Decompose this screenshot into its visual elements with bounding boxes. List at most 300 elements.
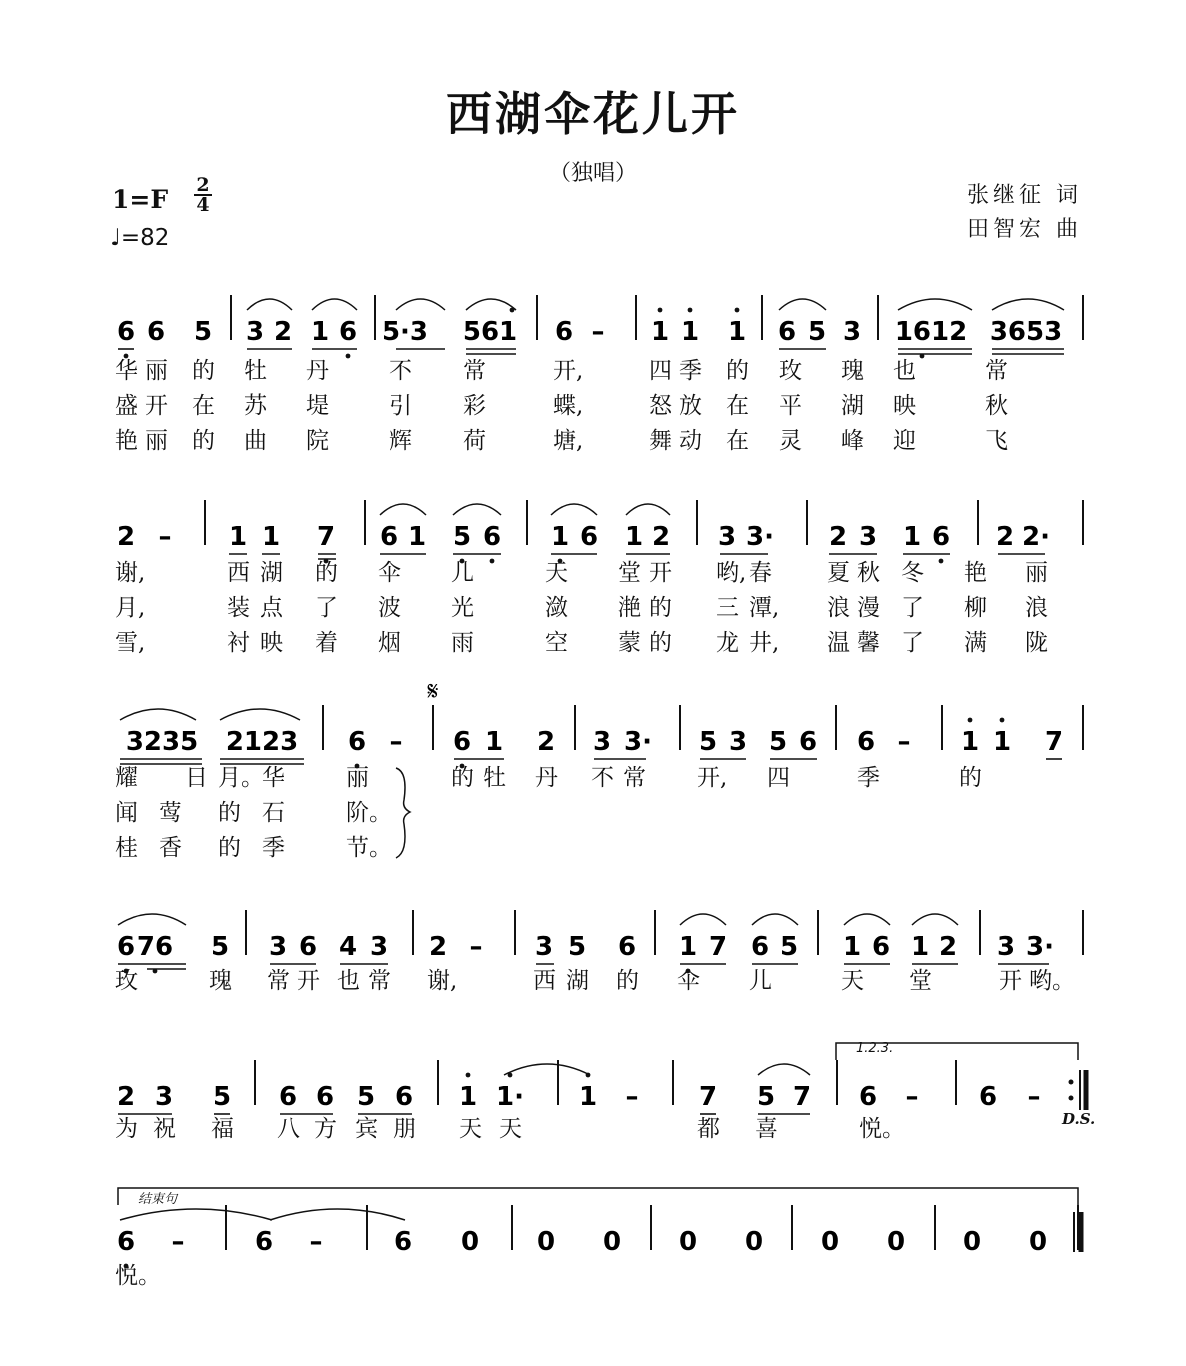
lyric-syllable: 漫 [857, 595, 880, 621]
lyric-syllable: 华 [115, 358, 138, 384]
octave-dot-15 [1000, 718, 1005, 723]
lyric-syllable: 着 [315, 630, 338, 656]
note-5-7: 0 [602, 1227, 622, 1257]
note-0-9: 6 [554, 317, 574, 347]
note-5-10: 0 [820, 1227, 840, 1257]
lyric-syllable: 了 [901, 630, 924, 656]
slur-21 [270, 1209, 405, 1220]
note-1-11: 1 [624, 522, 644, 552]
octave-dot-4 [688, 308, 693, 313]
lyric-syllable: 牡 [483, 765, 506, 791]
lyric-syllable: 雨 [451, 630, 474, 656]
lyric-syllable: 浪 [1025, 595, 1048, 621]
slur-17 [912, 914, 958, 925]
verse-group-bracket [396, 768, 410, 858]
lyric-syllable: 湖 [566, 968, 589, 994]
note-0-16: 3 [842, 317, 862, 347]
lyric-syllable: 天 [545, 560, 568, 586]
note-5-1: – [171, 1227, 185, 1257]
note-2-9: 5 [698, 727, 718, 757]
note-1-2: 1 [228, 522, 248, 552]
lyric-syllable: 湖 [260, 560, 283, 586]
lyric-syllable: 方 [314, 1116, 337, 1142]
lyric-syllable: 开 [297, 968, 320, 994]
note-3-2: 5 [210, 932, 230, 962]
note-3-17: 6 [871, 932, 891, 962]
lyric-syllable: 波 [378, 595, 401, 621]
slur-9 [551, 504, 597, 515]
note-4-5: 5 [356, 1082, 376, 1112]
note-2-15: 1 [960, 727, 980, 757]
lyric-syllable: 夏 [827, 560, 850, 586]
lyric-syllable: 三 [716, 595, 739, 621]
lyric-syllable: 的 [726, 358, 749, 384]
note-3-7: 2 [428, 932, 448, 962]
note-0-11: 1 [650, 317, 670, 347]
lyric-syllable: 峰 [841, 428, 864, 454]
note-4-8: 1· [496, 1082, 524, 1112]
lyric-syllable: 滟 [618, 595, 641, 621]
lyric-syllable: 常 [267, 968, 290, 994]
lyric-syllable: 引 [389, 393, 412, 419]
note-5-12: 0 [962, 1227, 982, 1257]
octave-dot-19 [466, 1073, 471, 1078]
lyric-syllable: 蝶, [553, 393, 584, 419]
lyric-syllable: 动 [679, 428, 702, 454]
note-0-4: 2 [273, 317, 293, 347]
note-5-9: 0 [744, 1227, 764, 1257]
note-1-0: 2 [116, 522, 136, 552]
note-0-1: 6 [146, 317, 166, 347]
lyric-syllable: 柳 [964, 595, 987, 621]
lyric-syllable: 在 [726, 428, 749, 454]
note-2-3: – [389, 727, 403, 757]
note-2-8: 3· [624, 727, 652, 757]
lyric-syllable: 丽 [346, 765, 369, 791]
note-1-20: 2· [1022, 522, 1050, 552]
lyric-syllable: 灵 [779, 428, 802, 454]
lyric-syllable: 蒙 [618, 630, 641, 656]
note-3-11: 6 [617, 932, 637, 962]
lyric-syllable: 堂 [909, 968, 932, 994]
lyric-syllable: 石 [262, 800, 285, 826]
note-5-5: 0 [460, 1227, 480, 1257]
note-0-6: 6 [338, 317, 358, 347]
lyric-syllable: 牡 [244, 358, 267, 384]
note-3-0: 6 [116, 932, 136, 962]
lyric-syllable: 朋 [393, 1116, 416, 1142]
note-0-0: 6 [116, 317, 136, 347]
note-0-14: 6 [777, 317, 797, 347]
lyric-syllable: 福 [211, 1116, 234, 1142]
lyric-syllable: 陇 [1025, 630, 1048, 656]
note-0-18: 3653 [989, 317, 1063, 347]
note-4-10: – [625, 1082, 639, 1112]
note-2-6: 2 [536, 727, 556, 757]
note-2-7: 3 [592, 727, 612, 757]
note-1-8: 6 [482, 522, 502, 552]
note-3-9: 3 [534, 932, 554, 962]
slur-5 [898, 299, 972, 310]
note-5-8: 0 [678, 1227, 698, 1257]
note-4-11: 7 [698, 1082, 718, 1112]
lyric-syllable: 辉 [389, 428, 412, 454]
octave-dot-17 [153, 969, 158, 974]
lyric-syllable: 季 [262, 835, 285, 861]
note-2-16: 1 [992, 727, 1012, 757]
lyric-syllable: 空 [545, 630, 568, 656]
note-5-13: 0 [1028, 1227, 1048, 1257]
lyric-syllable: 喜 [755, 1116, 778, 1142]
note-4-6: 6 [394, 1082, 414, 1112]
lyric-syllable: 瑰 [841, 358, 864, 384]
composer-credit: 田智宏 曲 [967, 217, 1082, 242]
note-2-0: 3235 [125, 727, 199, 757]
lyric-syllable: 儿 [749, 968, 772, 994]
repeat-dot-top [1069, 1080, 1074, 1085]
note-4-13: 7 [792, 1082, 812, 1112]
note-1-18: 6 [931, 522, 951, 552]
note-3-20: 3 [996, 932, 1016, 962]
lyric-syllable: 开 [649, 560, 672, 586]
lyric-syllable: 阶。 [346, 800, 392, 826]
note-5-3: – [309, 1227, 323, 1257]
lyric-syllable: 点 [260, 595, 283, 621]
note-1-15: 2 [828, 522, 848, 552]
lyric-syllable: 桂 [115, 835, 138, 861]
note-1-1: – [158, 522, 172, 552]
lyric-syllable: 哟, [716, 560, 747, 586]
lyric-syllable: 湖 [841, 393, 864, 419]
note-4-9: 1 [578, 1082, 598, 1112]
lyric-syllable: 丹 [535, 765, 558, 791]
octave-dot-14 [968, 718, 973, 723]
note-0-3: 3 [245, 317, 265, 347]
key-signature: 1=F [112, 185, 169, 214]
lyric-syllable: 映 [893, 393, 916, 419]
slur-10 [626, 504, 670, 515]
note-4-14: 6 [858, 1082, 878, 1112]
lyric-syllable: 衬 [227, 630, 250, 656]
volta-first-ending-label: 1.2.3. [856, 1041, 894, 1056]
lyric-syllable: 耀 [115, 765, 138, 791]
note-5-6: 0 [536, 1227, 556, 1257]
octave-dot-1 [346, 354, 351, 359]
lyric-syllable: 的 [451, 765, 474, 791]
time-signature-bottom: 4 [196, 194, 210, 216]
lyric-syllable: 丽 [145, 358, 168, 384]
note-5-2: 6 [254, 1227, 274, 1257]
lyric-syllable: 儿 [451, 560, 474, 586]
slur-13 [118, 914, 186, 925]
lyric-syllable: 丽 [1025, 560, 1048, 586]
slur-15 [752, 914, 798, 925]
performance-type: （独唱） [548, 161, 637, 186]
quarter-note-icon: ♩ [110, 225, 121, 251]
lyric-syllable: 月。 [218, 765, 264, 791]
note-0-15: 5 [807, 317, 827, 347]
lyric-syllable: 谢, [427, 968, 458, 994]
note-2-10: 3 [728, 727, 748, 757]
lyric-syllable: 潋 [545, 595, 568, 621]
lyric-syllable: 的 [616, 968, 639, 994]
slur-0 [247, 299, 292, 310]
note-3-19: 2 [938, 932, 958, 962]
note-3-18: 1 [910, 932, 930, 962]
lyric-syllable: 塘, [553, 428, 584, 454]
lyric-syllable: 天 [459, 1116, 482, 1142]
lyric-syllable: 艳 [964, 560, 987, 586]
lyric-syllable: 堤 [306, 393, 329, 419]
note-2-2: 6 [347, 727, 367, 757]
note-1-17: 1 [902, 522, 922, 552]
lyric-syllable: 开, [553, 358, 584, 384]
note-1-14: 3· [746, 522, 774, 552]
note-5-11: 0 [886, 1227, 906, 1257]
note-3-15: 5 [779, 932, 799, 962]
note-5-0: 6 [116, 1227, 136, 1257]
lyric-syllable: 的 [192, 358, 215, 384]
lyric-syllable: 满 [964, 630, 987, 656]
note-2-4: 6 [452, 727, 472, 757]
lyric-syllable: 西 [227, 560, 250, 586]
lyric-syllable: 的 [192, 428, 215, 454]
note-0-13: 1 [727, 317, 747, 347]
note-0-2: 5 [193, 317, 213, 347]
note-3-16: 1 [842, 932, 862, 962]
note-3-14: 6 [750, 932, 770, 962]
lyric-syllable: 春 [749, 560, 772, 586]
note-1-5: 6 [379, 522, 399, 552]
lyric-syllable: 烟 [378, 630, 401, 656]
note-3-21: 3· [1026, 932, 1054, 962]
lyric-syllable: 映 [260, 630, 283, 656]
note-3-13: 7 [708, 932, 728, 962]
note-3-6: 3 [369, 932, 389, 962]
lyric-syllable: 悦。 [859, 1116, 905, 1142]
note-2-11: 5 [768, 727, 788, 757]
note-1-19: 2 [995, 522, 1015, 552]
segno-icon: 𝄋 [427, 677, 439, 707]
lyric-syllable: 飞 [985, 428, 1008, 454]
slur-14 [680, 914, 726, 925]
lyric-syllable: 迎 [893, 428, 916, 454]
lyric-syllable: 伞 [378, 560, 401, 586]
note-3-8: – [469, 932, 483, 962]
lyric-syllable: 香 [159, 835, 182, 861]
lyric-syllable: 西 [533, 968, 556, 994]
lyricist-credit: 张继征 词 [967, 183, 1082, 208]
note-4-1: 3 [154, 1082, 174, 1112]
note-2-17: 7 [1044, 727, 1064, 757]
lyric-syllable: 月, [115, 595, 146, 621]
note-1-16: 3 [858, 522, 878, 552]
lyric-syllable: 悦。 [115, 1263, 161, 1289]
note-4-3: 6 [278, 1082, 298, 1112]
lyric-syllable: 曲 [244, 428, 267, 454]
dal-segno-mark: D.S. [1062, 1110, 1096, 1128]
lyric-syllable: 秋 [985, 393, 1008, 419]
lyric-syllable: 开 [999, 968, 1022, 994]
note-3-3: 3 [268, 932, 288, 962]
lyric-syllable: 的 [315, 560, 338, 586]
note-1-10: 6 [579, 522, 599, 552]
lyric-syllable: 常 [985, 358, 1008, 384]
lyric-syllable: 莺 [159, 800, 182, 826]
lyric-syllable: 龙 [716, 630, 739, 656]
lyric-syllable: 浪 [827, 595, 850, 621]
lyric-syllable: 荷 [463, 428, 486, 454]
lyric-syllable: 常 [463, 358, 486, 384]
lyric-syllable: 不 [389, 358, 412, 384]
note-0-5: 1 [310, 317, 330, 347]
lyric-syllable: 光 [451, 595, 474, 621]
lyric-syllable: 井, [749, 630, 780, 656]
lyric-syllable: 的 [218, 835, 241, 861]
note-1-7: 5 [452, 522, 472, 552]
note-0-10: – [591, 317, 605, 347]
slur-19 [758, 1064, 810, 1075]
lyric-syllable: 丽 [145, 428, 168, 454]
lyric-syllable: 常 [623, 765, 646, 791]
octave-dot-6 [920, 354, 925, 359]
lyric-syllable: 也 [893, 358, 916, 384]
lyric-syllable: 怒 [649, 393, 672, 419]
note-4-16: 6 [978, 1082, 998, 1112]
tempo-value: =82 [120, 225, 170, 251]
note-4-2: 5 [212, 1082, 232, 1112]
lyric-syllable: 苏 [244, 393, 267, 419]
lyric-syllable: 季 [679, 358, 702, 384]
lyric-syllable: 彩 [463, 393, 486, 419]
slur-7 [380, 504, 426, 515]
lyric-syllable: 盛 [115, 393, 138, 419]
lyric-syllable: 的 [649, 630, 672, 656]
note-4-7: 1 [458, 1082, 478, 1112]
lyric-syllable: 平 [779, 393, 802, 419]
note-1-3: 1 [261, 522, 281, 552]
lyric-syllable: 在 [192, 393, 215, 419]
note-4-0: 2 [116, 1082, 136, 1112]
repeat-dot-bottom [1069, 1096, 1074, 1101]
slur-2 [396, 299, 445, 310]
lyric-syllable: 瑰 [209, 968, 232, 994]
slur-8 [453, 504, 501, 515]
lyric-syllable: 温 [827, 630, 850, 656]
note-1-12: 2 [651, 522, 671, 552]
slur-3 [466, 299, 516, 310]
note-4-4: 6 [315, 1082, 335, 1112]
note-4-17: – [1027, 1082, 1041, 1112]
slur-18 [504, 1064, 590, 1075]
lyric-syllable: 丹 [306, 358, 329, 384]
note-2-13: 6 [856, 727, 876, 757]
lyric-syllable: 日 [185, 765, 208, 791]
note-1-9: 1 [550, 522, 570, 552]
note-0-17: 1612 [894, 317, 968, 347]
lyric-syllable: 艳 [115, 428, 138, 454]
note-1-4: 7 [316, 522, 336, 552]
lyric-syllable: 天 [841, 968, 864, 994]
note-5-4: 6 [393, 1227, 413, 1257]
note-3-4: 6 [298, 932, 318, 962]
note-3-12: 1 [678, 932, 698, 962]
lyric-syllable: 院 [306, 428, 329, 454]
lyric-syllable: 的 [218, 800, 241, 826]
lyric-syllable: 馨 [857, 630, 880, 656]
octave-dot-3 [658, 308, 663, 313]
slur-6 [992, 299, 1064, 310]
note-0-12: 1 [680, 317, 700, 347]
ending-phrase-label: 结束句 [138, 1192, 178, 1207]
lyric-syllable: 天 [499, 1116, 522, 1142]
note-3-10: 5 [567, 932, 587, 962]
lyric-syllable: 华 [262, 765, 285, 791]
ending-bracket [118, 1188, 1078, 1205]
song-title: 西湖伞花儿开 [446, 87, 740, 141]
lyric-syllable: 八 [277, 1116, 300, 1142]
slur-1 [312, 299, 357, 310]
octave-dot-9 [490, 559, 495, 564]
lyric-syllable: 在 [726, 393, 749, 419]
time-signature-top: 2 [196, 174, 210, 196]
lyric-syllable: 季 [857, 765, 880, 791]
slur-16 [844, 914, 890, 925]
lyric-syllable: 放 [679, 393, 702, 419]
lyric-syllable: 雪, [115, 630, 146, 656]
note-3-5: 4 [338, 932, 358, 962]
note-1-13: 3 [717, 522, 737, 552]
lyric-syllable: 都 [697, 1116, 720, 1142]
slur-4 [779, 299, 826, 310]
slur-12 [220, 709, 300, 720]
octave-dot-11 [939, 559, 944, 564]
lyric-syllable: 祝 [153, 1116, 176, 1142]
lyric-syllable: 了 [315, 595, 338, 621]
lyric-syllable: 潭, [749, 595, 780, 621]
note-0-8: 561 [462, 317, 518, 347]
lyric-syllable: 舞 [649, 428, 672, 454]
lyric-syllable: 宾 [355, 1116, 378, 1142]
lyric-syllable: 的 [649, 595, 672, 621]
lyric-syllable: 玫 [115, 968, 138, 994]
slur-11 [120, 709, 196, 720]
lyric-syllable: 哟。 [1029, 968, 1075, 994]
note-4-15: – [905, 1082, 919, 1112]
lyric-syllable: 四 [767, 765, 790, 791]
note-4-12: 5 [756, 1082, 776, 1112]
lyric-syllable: 常 [368, 968, 391, 994]
lyric-syllable: 的 [959, 765, 982, 791]
note-2-5: 1 [484, 727, 504, 757]
lyric-syllable: 不 [591, 765, 614, 791]
lyric-syllable: 玫 [779, 358, 802, 384]
lyric-syllable: 了 [901, 595, 924, 621]
lyric-syllable: 堂 [618, 560, 641, 586]
note-0-7: 5·3 [381, 317, 429, 347]
note-2-1: 2123 [225, 727, 299, 757]
lyric-syllable: 伞 [677, 968, 700, 994]
lyric-syllable: 开, [697, 765, 728, 791]
note-1-6: 1 [407, 522, 427, 552]
lyric-syllable: 为 [115, 1116, 138, 1142]
note-3-1: 76 [136, 932, 174, 962]
lyric-syllable: 闻 [115, 800, 138, 826]
lyric-syllable: 开 [145, 393, 168, 419]
lyric-syllable: 冬 [901, 560, 924, 586]
lyric-syllable: 秋 [857, 560, 880, 586]
note-2-14: – [897, 727, 911, 757]
